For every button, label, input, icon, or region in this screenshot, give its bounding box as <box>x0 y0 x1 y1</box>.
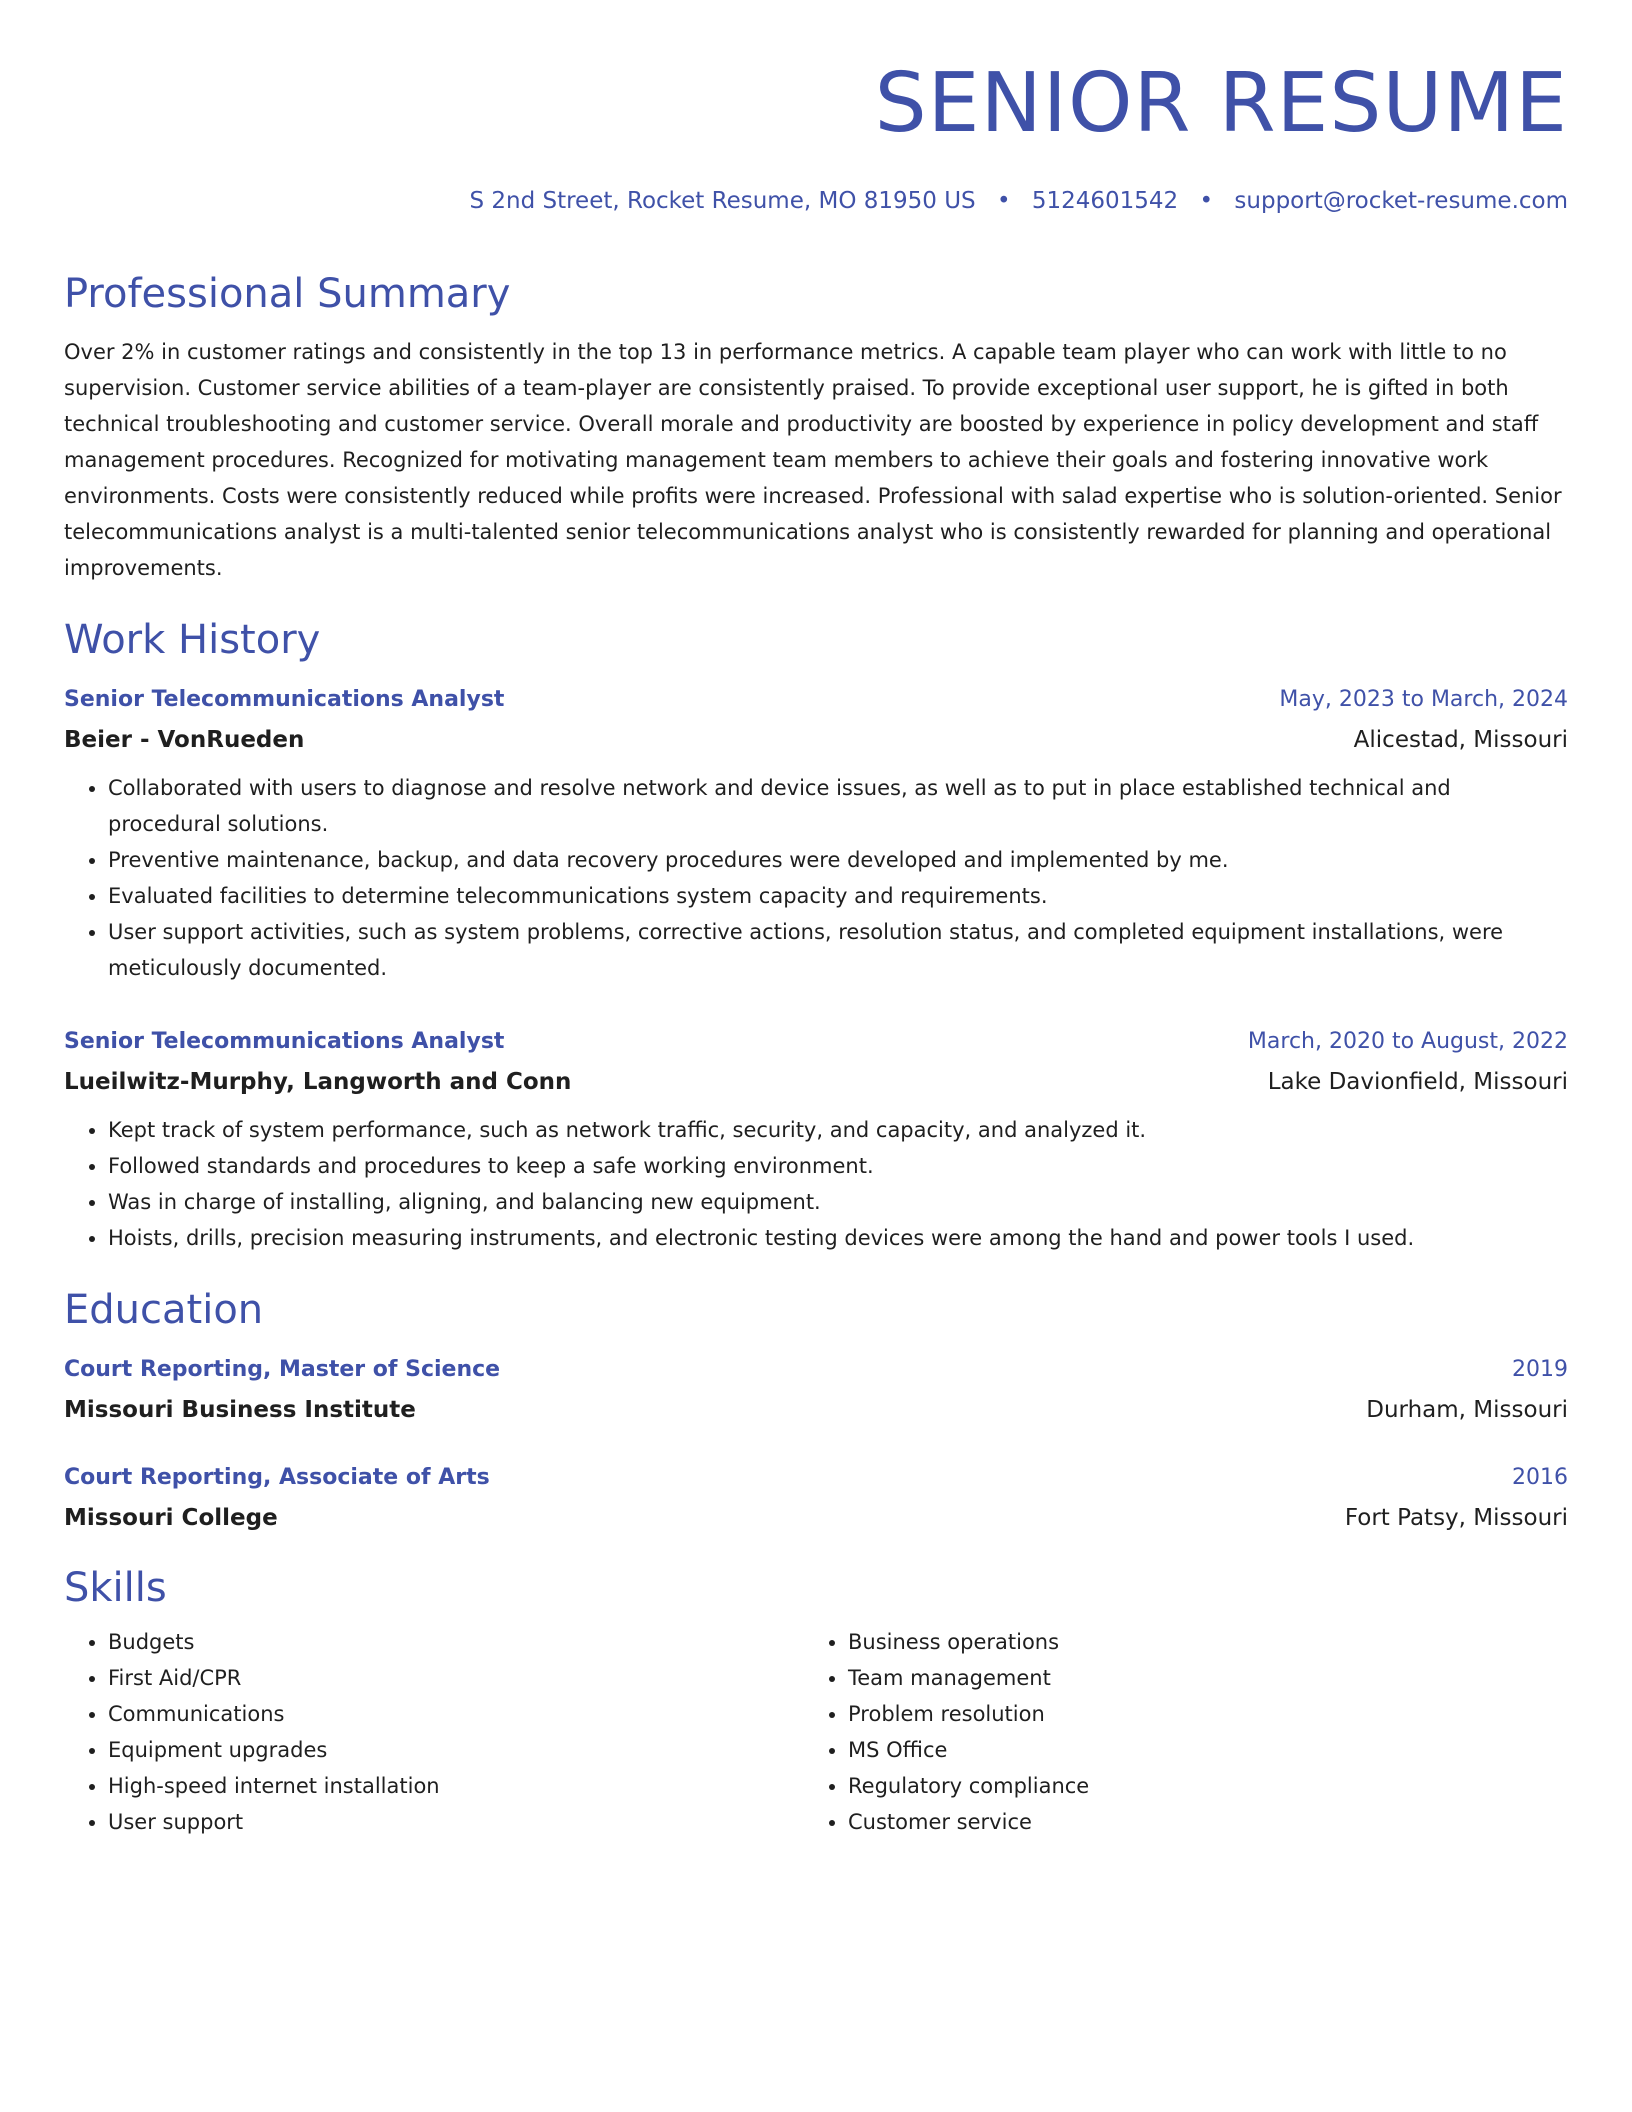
job-dates: March, 2020 to August, 2022 <box>1247 1029 1568 1054</box>
job-location: Alicestad, Missouri <box>1353 727 1568 753</box>
skill-item: • Customer service <box>848 1804 1544 1840</box>
skill-item: • First Aid/CPR <box>108 1660 804 1696</box>
job-bullet: • Kept track of system performance, such as network traffic, security, and capacity, and analyzed it. <box>108 1112 1568 1148</box>
resume-header <box>64 56 1568 216</box>
job-entry <box>64 684 1568 986</box>
contact-phone: 5124601542 <box>1031 188 1179 214</box>
education-section <box>64 1286 1568 1534</box>
education-degree: Court Reporting, Associate of Arts <box>64 1465 490 1490</box>
contact-separator: • <box>1199 188 1214 214</box>
job-bullet: • Collaborated with users to diagnose and resolve network and device issues, as well as to put in place established technical and procedural solutions. <box>108 770 1568 842</box>
skill-item: • Communications <box>108 1696 804 1732</box>
skills-title: Skills <box>64 1565 167 1611</box>
job-dates: May, 2023 to March, 2024 <box>1279 687 1568 712</box>
work-history-title: Work History <box>64 617 321 663</box>
education-school: Missouri Business Institute <box>64 1397 416 1423</box>
skill-item: • Business operations <box>848 1624 1544 1660</box>
job-company: Beier - VonRueden <box>64 727 305 753</box>
contact-address: S 2nd Street, Rocket Resume, MO 81950 US <box>469 188 976 214</box>
education-entry <box>64 1354 1568 1426</box>
job-role: Senior Telecommunications Analyst <box>64 1029 505 1054</box>
education-year: 2016 <box>1512 1465 1568 1490</box>
skills-column-right <box>804 1624 1544 1840</box>
education-title: Education <box>64 1287 264 1333</box>
summary-text: Over 2% in customer ratings and consistently in the top 13 in performance metrics. A capable team player who can work with little to no supervision. Customer service abilities of a team-player are consistently praised. To provide exceptional user support, he is gifted in both technical troubleshooting and customer service. Overall morale and productivity are boosted by experience in policy development and staff management procedures. Recognized for motivating management team members to achieve their goals and fostering innovative work environments. Costs were consistently reduced while profits were increased. Professional with salad expertise who is solution-oriented. Senior telecommunications analyst is a multi-talented senior telecommunications analyst who is consistently rewarded for planning and operational improvements. <box>64 340 1562 580</box>
job-bullet: • Evaluated facilities to determine telecommunications system capacity and requirements. <box>108 878 1568 914</box>
job-bullet: • User support activities, such as system problems, corrective actions, resolution status, and completed equipment installations, were meticulously documented. <box>108 914 1568 986</box>
skills-column-left <box>64 1624 804 1840</box>
education-entry <box>64 1462 1568 1534</box>
job-bullet: • Hoists, drills, precision measuring instruments, and electronic testing devices were among the hand and power tools I used. <box>108 1220 1568 1256</box>
skill-item: • MS Office <box>848 1732 1544 1768</box>
job-company: Lueilwitz-Murphy, Langworth and Conn <box>64 1069 572 1095</box>
summary-title: Professional Summary <box>64 271 511 317</box>
job-role: Senior Telecommunications Analyst <box>64 687 505 712</box>
job-bullet: • Was in charge of installing, aligning, and balancing new equipment. <box>108 1184 1568 1220</box>
education-year: 2019 <box>1512 1357 1568 1382</box>
job-bullets <box>64 1112 1568 1256</box>
skill-item: • Budgets <box>108 1624 804 1660</box>
skills-section <box>64 1564 1568 1840</box>
skill-item: • High-speed internet installation <box>108 1768 804 1804</box>
resume-name: SENIOR RESUME <box>874 56 1568 151</box>
job-bullet: • Preventive maintenance, backup, and data recovery procedures were developed and implemented by me. <box>108 842 1568 878</box>
contact-email: support@rocket-resume.com <box>1234 188 1568 214</box>
skill-item: • Team management <box>848 1660 1544 1696</box>
job-location: Lake Davionfield, Missouri <box>1267 1069 1568 1095</box>
job-bullets <box>64 770 1568 986</box>
education-location: Fort Patsy, Missouri <box>1344 1505 1568 1531</box>
job-entry <box>64 1026 1568 1256</box>
skill-item: • User support <box>108 1804 804 1840</box>
job-bullet: • Followed standards and procedures to keep a safe working environment. <box>108 1148 1568 1184</box>
skill-item: • Equipment upgrades <box>108 1732 804 1768</box>
contact-line <box>64 186 1568 216</box>
work-history-section <box>64 616 1568 1256</box>
contact-separator: • <box>996 188 1011 214</box>
education-school: Missouri College <box>64 1505 278 1531</box>
education-degree: Court Reporting, Master of Science <box>64 1357 501 1382</box>
skills-columns <box>64 1624 1568 1840</box>
skill-item: • Regulatory compliance <box>848 1768 1544 1804</box>
summary-section <box>64 270 1568 586</box>
education-location: Durham, Missouri <box>1366 1397 1568 1423</box>
skill-item: • Problem resolution <box>848 1696 1544 1732</box>
